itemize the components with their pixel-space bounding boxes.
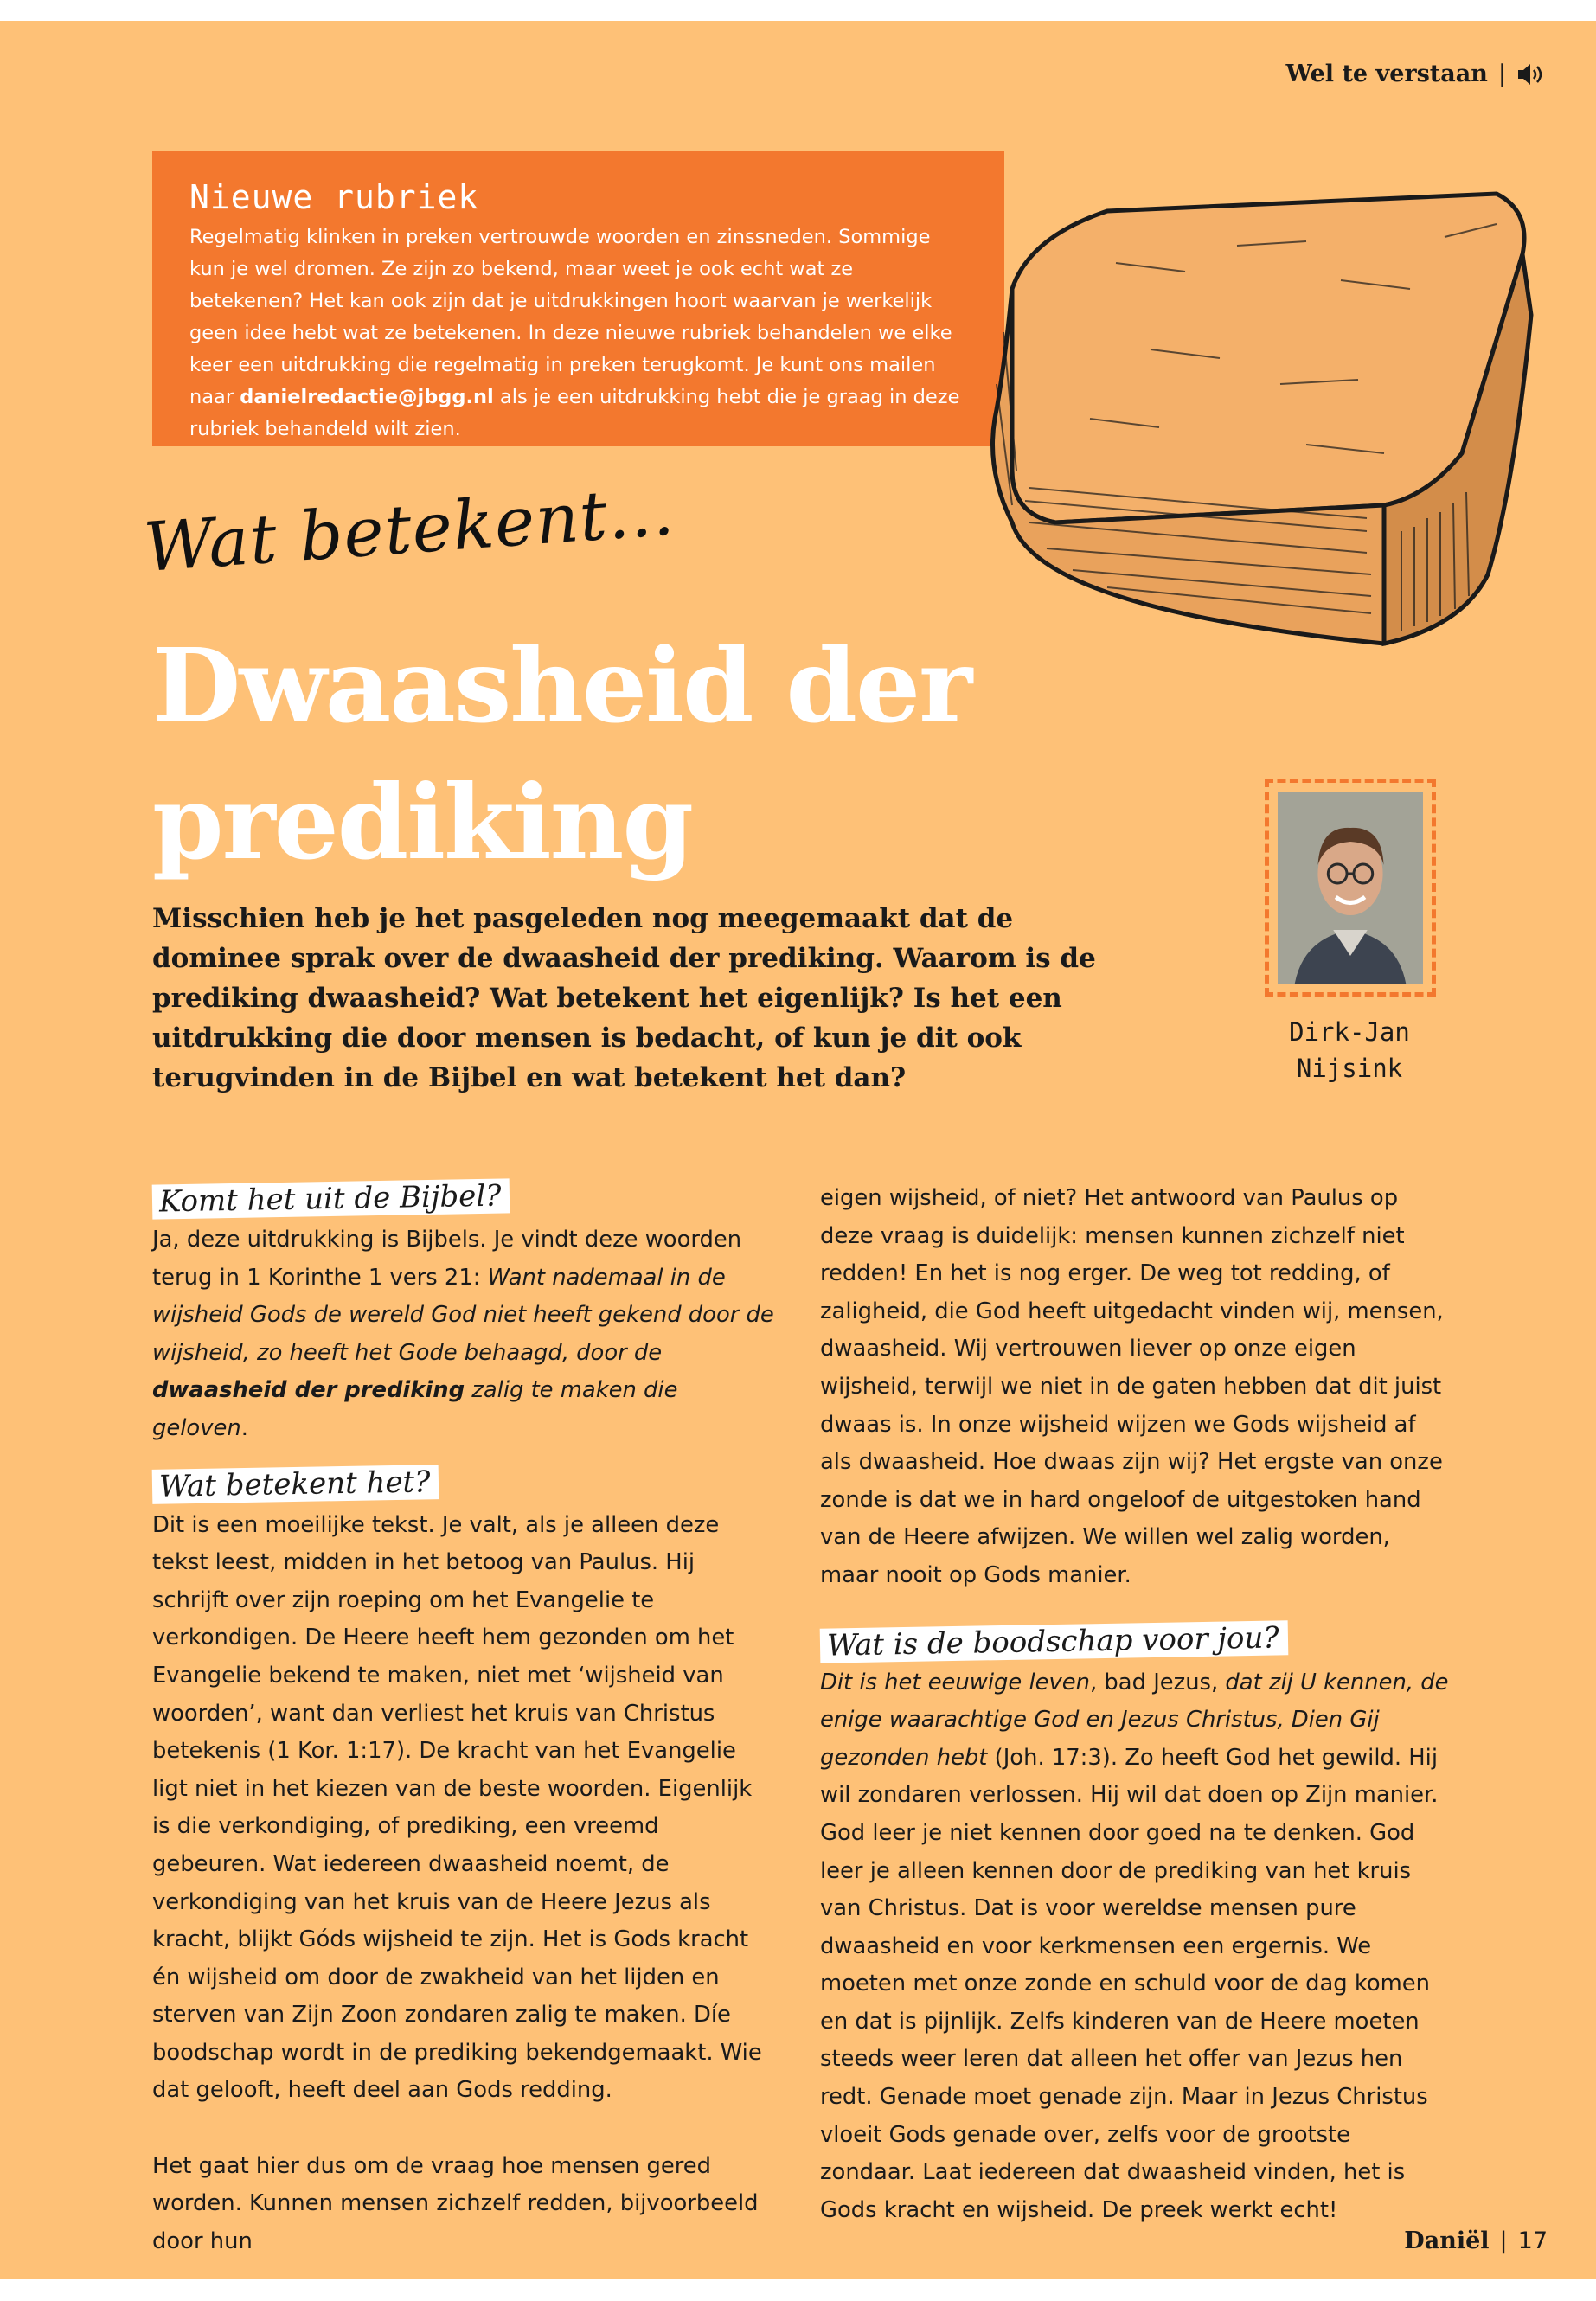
author-name: Dirk-Jan Nijsink: [1289, 1017, 1410, 1083]
article-lead: Misschien heb je het pasgeleden nog meegemaakt dat de dominee sprak over de dwaasheid der prediking. Waarom is de prediking dwaasheid? Wat betekent het eigenlijk? Is het een uitdrukking die door mensen is bedacht, of kun je dit ook terugvinden in de Bijbel en wat betekent het dan?: [152, 903, 1096, 1093]
author-photo: [1278, 792, 1423, 984]
magazine-name: Daniël: [1404, 2227, 1490, 2254]
paragraph-message: Dit is het eeuwige leven, bad Jezus, dat zij U kennen, de enige waarachtige God en Jezus Christus, Dien Gij gezonden hebt (Joh. 17:3). Zo heeft God het gewild. Hij wil zondaren verlossen. Hij wil dat doen op Zijn manier. God leer je niet kennen door goed na te denken. God leer je alleen kennen door de prediking van het kruis van Christus. Dat is voor wereldse mensen pure dwaasheid en voor kerkmensen een ergernis. We moeten met onze zonde en schuld voor de dag komen en dat is pijnlijk. Zelfs kinderen van de Heere moeten steeds weer leren dat alleen het offer van Jezus hen redt. Genade moet genade zijn. Maar in Jezus Christus vloeit Gods genade over, zelfs voor de grootste zondaar. Laat iedereen dat dwaasheid vinden, het is Gods kracht en wijsheid. De preek werkt echt!: [820, 1669, 1449, 2223]
separator: |: [1499, 2227, 1508, 2254]
page-number: 17: [1517, 2227, 1548, 2254]
magazine-page: [0, 21, 1596, 2279]
section-name: Wel te verstaan: [1285, 61, 1488, 87]
section-label: [1286, 61, 1543, 87]
page-footer: [1404, 2227, 1548, 2254]
column-right: [820, 1180, 1452, 2229]
kicker: Wat betekent...: [141, 472, 677, 587]
column-left: [152, 1178, 775, 2260]
intro-box: [152, 151, 1004, 446]
paragraph-continued: eigen wijsheid, of niet? Het antwoord van Paulus op deze vraag is duidelijk: mensen kunnen zichzelf niet redden! En het is nog erger. De weg tot redding, of zaligheid, die God heeft uitgedacht vinden wij, mensen, dwaasheid. Wij vertrouwen liever op onze eigen wijsheid, terwijl we niet in de gaten hebben dat dit juist dwaas is. In onze wijsheid wijzen we Gods wijsheid af als dwaasheid. Hoe dwaas zijn wij? Het ergste van onze zonde is dat we in hard ongeloof de uitgestoken hand van de Heere afwijzen. We willen wel zalig worden, maar nooit op Gods manier.: [820, 1185, 1444, 1588]
intro-heading: Nieuwe rubriek: [189, 178, 479, 216]
subheading-bible: Komt het uit de Bijbel?: [152, 1178, 510, 1219]
author-photo-frame: [1265, 779, 1436, 997]
paragraph-bible: Ja, deze uitdrukking is Bijbels. Je vindt deze woorden terug in 1 Korinthe 1 vers 21: Want nademaal in de wijsheid Gods de wereld God niet heeft gekend door de wijsheid, zo heeft het Gode behaagd, door de dwaasheid der prediking zalig te maken die geloven.: [152, 1227, 774, 1441]
book-illustration: [977, 159, 1540, 664]
intro-text: Regelmatig klinken in preken vertrouwde woorden en zinssneden. Sommige kun je wel dromen. Ze zijn zo bekend, maar weet je ook echt wat ze betekenen? Het kan ook zijn dat je uitdrukkingen hoort waarvan je werkelijk geen idee hebt wat ze betekenen. In deze nieuwe rubriek behandelen we elke keer een uitdrukking die regelmatig in preken terugkomt. Je kunt ons mailen naar danielredactie@jbgg.nl als je een uitdrukking hebt die je graag in deze rubriek behandeld wilt zien.: [189, 226, 960, 440]
subheading-message: Wat is de boodschap voor jou?: [820, 1620, 1288, 1663]
subheading-meaning: Wat betekent het?: [152, 1465, 439, 1504]
separator: |: [1497, 61, 1506, 87]
paragraph-question: Het gaat hier dus om de vraag hoe mensen gered worden. Kunnen mensen zichzelf redden, bijvoorbeeld door hun: [152, 2152, 759, 2254]
paragraph-meaning: Dit is een moeilijke tekst. Je valt, als je alleen deze tekst leest, midden in het betoog van Paulus. Hij schrijft over zijn roeping om het Evangelie te verkondigen. De Heere heeft hem gezonden om het Evangelie bekend te maken, niet met ‘wijsheid van woorden’, want dan verliest het kruis van Christus betekenis (1 Kor. 1:17). De kracht van het Evangelie ligt niet in het kiezen van de beste woorden. Eigenlijk is die verkondiging, of prediking, een vreemd gebeuren. Wat iedereen dwaasheid noemt, de verkondiging van het kruis van de Heere Jezus als kracht, blijkt Góds wijsheid te zijn. Het is Gods kracht én wijsheid om door de zwakheid van het lijden en sterven van Zijn Zoon zondaren zalig te maken. Díe boodschap wordt in de prediking bekendgemaakt. Wie dat gelooft, heeft deel aan Gods redding.: [152, 1511, 762, 2104]
article-title: Dwaasheid der prediking: [152, 625, 971, 882]
email-link[interactable]: danielredactie@jbgg.nl: [240, 386, 494, 408]
speaker-icon[interactable]: [1516, 62, 1542, 87]
